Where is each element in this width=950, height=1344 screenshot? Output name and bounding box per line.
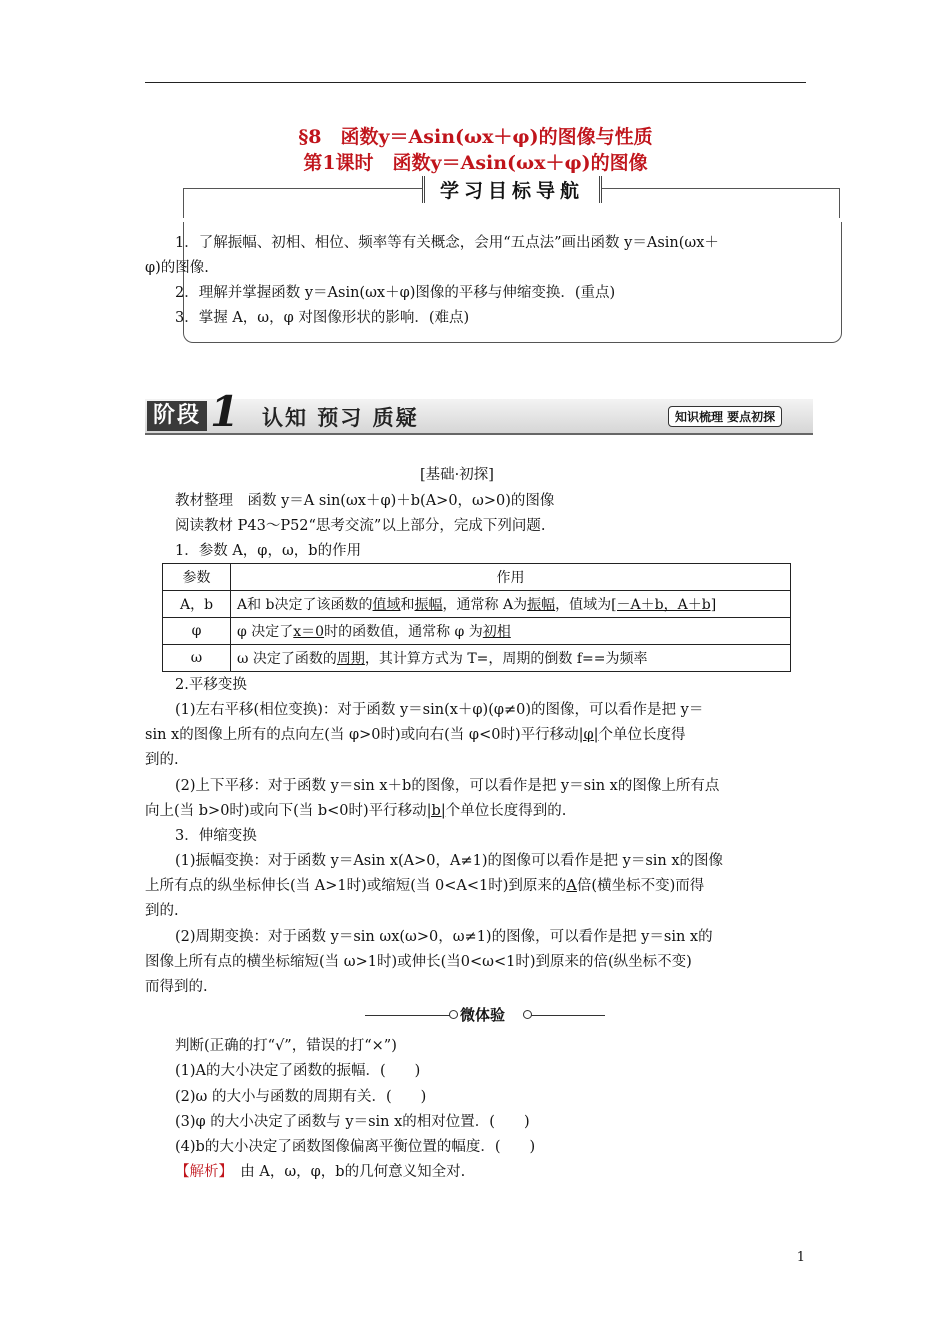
- stage-title: 认知 预习 质疑: [262, 406, 419, 430]
- table-header-effect: 作用: [231, 564, 791, 591]
- translation-ud-line1: (2)上下平移：对于函数 y＝sin x＋b的图像，可以看作是把 y＝sin x的图像上所有点: [175, 778, 720, 794]
- judge-instruction: 判断(正确的打“√”，错误的打“×”): [175, 1038, 397, 1054]
- item-3-heading: 3．伸缩变换: [175, 828, 257, 844]
- period-line3: 而得到的.: [145, 979, 208, 995]
- translation-lr-line1: (1)左右平移(相位变换)：对于函数 y＝sin(x＋φ)(φ≠0)的图像，可以看作是把 y＝: [175, 702, 704, 718]
- period-line1: (2)周期变换：对于函数 y＝sin ωx(ω>0，ω≠1)的图像，可以看作是把 y＝sin x的: [175, 929, 713, 945]
- table-cell-param: φ: [163, 618, 231, 645]
- analysis: [175, 1160, 465, 1181]
- goal-item-1: 1．了解振幅、初相、相位、频率等有关概念，会用“五点法”画出函数 y＝Asin(ωx＋: [175, 235, 719, 251]
- stage-label: 阶段: [147, 401, 207, 431]
- section-tag: [基础·初探]: [420, 467, 494, 483]
- amplitude-line1: (1)振幅变换：对于函数 y＝Asin x(A>0，A≠1)的图像可以看作是把 y＝sin x的图像: [175, 853, 724, 869]
- material-title: 教材整理 函数 y＝A sin(ωx＋φ)＋b(A>0，ω>0)的图像: [175, 493, 555, 509]
- translation-lr-line3: 到的.: [145, 752, 179, 768]
- micro-experience-heading: [365, 1004, 605, 1026]
- stage-number: 1: [210, 387, 240, 436]
- page-number: 1: [796, 1250, 805, 1265]
- table-header-param: 参数: [163, 564, 231, 591]
- question-1: (1)A的大小决定了函数的振幅．( ): [175, 1063, 421, 1079]
- goals-heading: 学习目标导航: [422, 176, 602, 203]
- goal-item-2: 2．理解并掌握函数 y＝Asin(ωx＋φ)图像的平移与伸缩变换．(重点): [175, 285, 616, 301]
- stage-tag: 知识梳理 要点初探: [668, 406, 782, 427]
- analysis-text: 由 A，ω，φ，b的几何意义知全对.: [240, 1164, 466, 1180]
- amplitude-line3: 到的.: [145, 903, 179, 919]
- goal-item-3: 3．掌握 A，ω，φ 对图像形状的影响．(难点): [175, 310, 470, 326]
- table-row: [163, 591, 791, 618]
- header-rule: [145, 82, 806, 83]
- micro-title: 微体验: [460, 1006, 506, 1024]
- question-4: (4)b的大小决定了函数图像偏离平衡位置的幅度．( ): [175, 1139, 536, 1155]
- table-row: [163, 618, 791, 645]
- table-cell-effect: φ 决定了x＝0时的函数值，通常称 φ 为初相: [231, 618, 791, 645]
- table-cell-effect: A和 b决定了该函数的值域和振幅，通常称 A为振幅，值域为[－A＋b，A＋b]: [231, 591, 791, 618]
- reading-instruction: 阅读教材 P43～P52“思考交流”以上部分，完成下列问题.: [175, 518, 546, 534]
- period-line2: 图像上所有点的横坐标缩短(当 ω>1时)或伸长(当0<ω<1时)到原来的倍(纵坐标不变): [145, 954, 692, 970]
- table-cell-effect: ω 决定了函数的周期，其计算方式为 T=，周期的倒数 f==为频率: [231, 645, 791, 672]
- item-2-heading: 2.平移变换: [175, 677, 247, 693]
- amplitude-line2: 上所有点的纵坐标伸长(当 A>1时)或缩短(当 0<A<1时)到原来的A倍(横坐标不变)而得: [145, 878, 705, 894]
- translation-ud-line2: 向上(当 b>0时)或向下(当 b<0时)平行移动|b|个单位长度得到的.: [145, 803, 567, 819]
- translation-lr-line2: sin x的图像上所有的点向左(当 φ>0时)或向右(当 φ<0时)平行移动|φ|个单位长度得: [145, 727, 686, 743]
- table-header-row: [163, 564, 791, 591]
- question-3: (3)φ 的大小决定了函数与 y＝sin x的相对位置．( ): [175, 1114, 530, 1130]
- question-2: (2)ω 的大小与函数的周期有关．( ): [175, 1089, 427, 1105]
- table-row: [163, 645, 791, 672]
- table-cell-param: A，b: [163, 591, 231, 618]
- goal-item-1-cont: φ)的图像.: [145, 260, 209, 276]
- analysis-label: 【解析】: [175, 1164, 226, 1180]
- lesson-title: 第1课时 函数y＝Asin(ωx＋φ)的图像: [303, 152, 648, 174]
- item-1-heading: 1．参数 A，φ，ω，b的作用: [175, 543, 362, 559]
- table-cell-param: ω: [163, 645, 231, 672]
- parameter-table: [162, 563, 791, 672]
- section-title: §8 函数y＝Asin(ωx＋φ)的图像与性质: [298, 126, 653, 148]
